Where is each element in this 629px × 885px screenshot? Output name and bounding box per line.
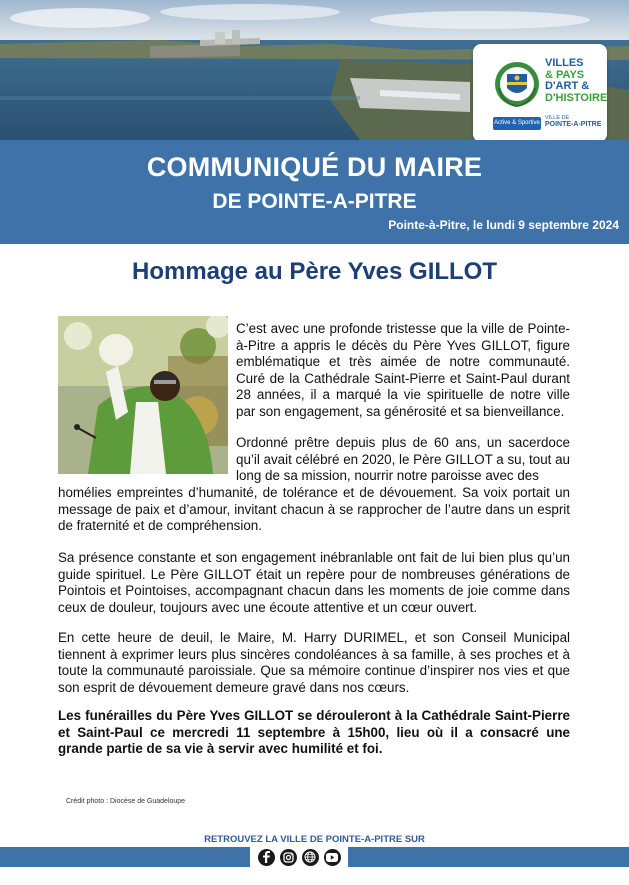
ville-label: VILLE DE: [545, 115, 570, 121]
villes-pays-art-histoire-wordmark: [545, 57, 608, 104]
wordmark-line-3: D'ART &: [545, 80, 590, 92]
paragraph-2-continuation: homélies empreintes d’humanité, de tolérance et de dévouement. Sa voix portait un message de paix et d’amour, invitant chacun à se rapprocher de l’autre dans un esprit de fraternité et de compréhension.: [58, 485, 570, 533]
paragraph-1: C’est avec une profonde tristesse que la ville de Pointe-à-Pitre a appris le décès du Père Yves GILLOT, figure emblématique et très aimée de notre communauté. Curé de la Cathédrale Saint-Pierre et Saint-Paul durant 28 années, il a marqué la vie spirituelle de notre ville par son engagement, sa générosité et sa bienveillance.: [236, 321, 570, 419]
paragraph-2-start: Ordonné prêtre depuis plus de 60 ans, un sacerdoce qu’il avait célébré en 2020, le Père GILLOT a su, tout au long de sa mission, nourrir notre paroisse avec des: [236, 435, 570, 483]
wordmark-line-1: VILLES: [545, 57, 584, 69]
header-band: [0, 140, 629, 244]
communique-date: Pointe-à-Pitre, le lundi 9 septembre 2024: [388, 218, 619, 232]
web-icon[interactable]: [302, 849, 319, 866]
header-title-line-1: COMMUNIQUÉ DU MAIRE: [146, 152, 483, 182]
instagram-icon[interactable]: [280, 849, 297, 866]
ville-de-pointe-a-pitre-label: [545, 115, 601, 129]
priest-photo-image: [58, 316, 228, 474]
funeral-announcement: Les funérailles du Père Yves GILLOT se dérouleront à la Cathédrale Saint-Pierre et Saint-Paul ce mercredi 11 septembre à 15h00, lieu où il a consacré une grande partie de sa vie à servir avec humilité et foi.: [58, 708, 570, 756]
footer-follow-text: RETROUVEZ LA VILLE DE POINTE-A-PITRE SUR: [204, 834, 425, 845]
photo-credit: Crédit photo : Diocèse de Guadeloupe: [66, 798, 186, 805]
ville-name: POINTE-A-PITRE: [545, 121, 602, 128]
social-links: [250, 847, 348, 867]
article-title: Hommage au Père Yves GILLOT: [131, 258, 498, 285]
wordmark-line-2: & PAYS: [545, 68, 585, 81]
priest-photo: [58, 316, 228, 474]
wordmark-line-4: D'HISTOIRE: [545, 91, 608, 104]
paragraph-4: En cette heure de deuil, le Maire, M. Harry DURIMEL, et son Conseil Municipal tiennent à exprimer leurs plus sincères condoléances à sa famille, à ses proches et à toute la communauté paroissiale. Que sa mémoire continue d’inspirer nos vies et que son esprit de dévouement demeure gravé dans nos cœurs.: [58, 630, 570, 695]
city-logo-card: [473, 44, 607, 142]
facebook-icon[interactable]: [258, 849, 275, 866]
city-crest-icon: [493, 58, 541, 110]
paragraph-3: Sa présence constante et son engagement inébranlable ont fait de lui bien plus qu’un guide spirituel. Le Père GILLOT était un repère pour de nombreuses générations de Pointois et Pointoises, accompagnant chacun dans les moments de joie comme dans ceux de douleur, toujours avec une écoute attentive et un cœur ouvert.: [58, 550, 570, 615]
header-title-line-2: DE POINTE-A-PITRE: [212, 190, 417, 213]
youtube-icon[interactable]: [324, 849, 341, 866]
active-sportive-badge: Active & Sportive: [493, 117, 541, 130]
